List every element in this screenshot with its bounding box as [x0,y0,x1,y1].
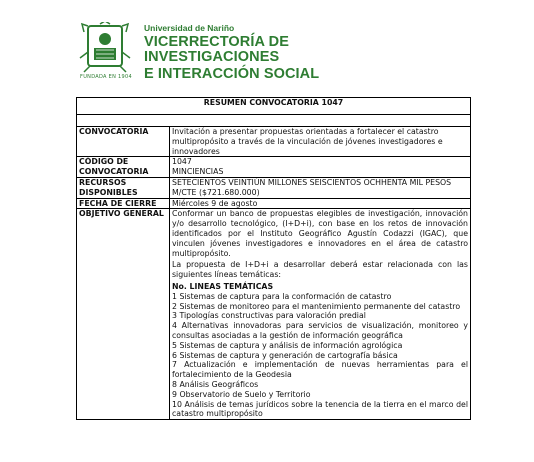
office-title-line1: VICERRECTORÍA DE INVESTIGACIONES [144,34,290,65]
list-item: 7 Actualización e implementación de nuevas herramientas para el fortalecimiento de la Geodesia [172,360,468,380]
list-item: 10 Análisis de temas jurídicos sobre la tenencia de la tierra en el marco del catastro multipropósito [172,399,468,419]
table-title-row [77,98,471,115]
list-item: 8 Análisis Geográficos [172,379,259,389]
row-value-codigo [170,157,471,178]
seal-caption: FUNDADA EN 1904 [80,74,132,80]
university-seal-logo [76,22,134,74]
list-item: 2 Sistemas de monitoreo para el mantenimiento permanente del catastro [172,301,461,311]
list-item: 4 Alternativas innovadoras para servicios de visualización, monitoreo y consultas asociadas a la gestión de información geográfica [172,321,468,340]
list-item: 3 Tipologías constructivas para valoración predial [172,311,366,321]
codigo-number: 1047 [172,157,192,167]
row-label-codigo: CÓDIGO DE CONVOCATORIA [77,157,170,178]
call-summary-table [76,97,471,420]
list-item: 9 Observatorio de Suelo y Territorio [172,389,311,399]
row-value-cierre: Miércoles 9 de agosto [170,198,471,209]
table-title: RESUMEN CONVOCATORIA 1047 [77,98,471,115]
thematic-lines-list [172,292,468,419]
page-header [76,22,376,84]
table-row [77,157,471,178]
row-value-convocatoria: Invitación a presentar propuestas orientadas a fortalecer el catastro multipropósito a través de la vinculación de jóvenes investigadores e innovadores [170,127,471,157]
list-item: 6 Sistemas de captura y generación de cartografía básica [172,350,398,360]
objetivo-paragraph-1: Conformar un banco de propuestas elegibles de investigación, innovación y/o desarrollo tecnológico, (I+D+i), con base en los retos de innovación identificados por el Instituto Geográfico Agustín Codazzi (IGAC), que vinculen jóvenes investigadores e innovadores en el área de catastro multipropósito. [172,209,468,258]
codigo-entity: MINCIENCIAS [172,167,224,177]
list-item: 5 Sistemas de captura y análisis de información agrológica [172,340,403,350]
university-name: Universidad de Nariño [144,23,235,33]
table-row [77,127,471,157]
table-row [77,198,471,209]
objetivo-paragraph-2: La propuesta de I+D+i a desarrollar deberá estar relacionada con las siguientes líneas temáticas: [172,260,468,280]
lines-heading: No. LINEAS TEMÁTICAS [172,281,274,291]
row-value-recursos: SETECIENTOS VEINTIÚN MILLONES SEISCIENTOS OCHHENTA MIL PESOS M/CTE ($721.680.000) [170,177,471,198]
row-value-objetivo [170,209,471,420]
row-label-objetivo: OBJETIVO GENERAL [77,209,170,420]
spacer-cell [77,115,471,127]
row-label-convocatoria: CONVOCATORIA [77,127,170,157]
row-label-recursos: RECURSOS DISPONIBLES [77,177,170,198]
table-row [77,177,471,198]
list-item: 1 Sistemas de captura para la conformación de catastro [172,291,392,301]
table-row [77,209,471,420]
office-title-line2: E INTERACCIÓN SOCIAL [144,66,320,82]
row-label-cierre: FECHA DE CIERRE [77,198,170,209]
brand-text [144,22,376,82]
spacer-row [77,115,471,127]
